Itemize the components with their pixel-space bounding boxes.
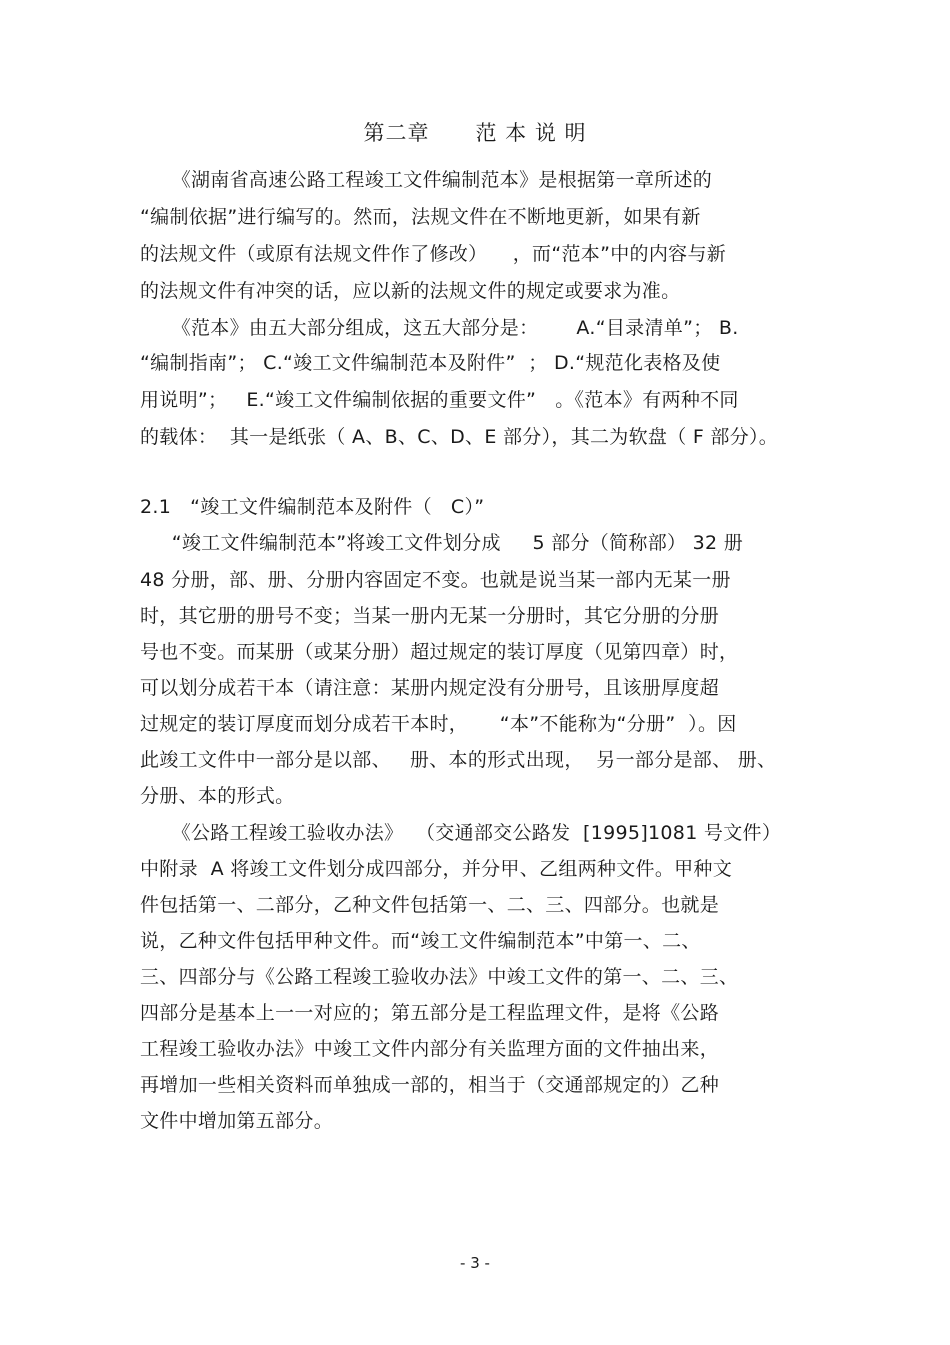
paragraph-line: 再增加一些相关资料而单独成一部的，相当于（交通部规定的）乙种 [140, 1074, 720, 1096]
paragraph-line: 工程竣工验收办法》中竣工文件内部分有关监理方面的文件抽出来， [140, 1038, 720, 1060]
paragraph-line: 中附录 A 将竣工文件划分成四部分，并分甲、乙组两种文件。甲种文 [140, 858, 733, 880]
paragraph-line: 号也不变。而某册（或某分册）超过规定的装订厚度（见第四章）时， [140, 641, 739, 663]
page-number: - 3 - [460, 1254, 490, 1272]
paragraph-line: 用说明”； E.“竣工文件编制依据的重要文件” 。《范本》有两种不同 [140, 389, 739, 411]
chapter-title: 第二章 范 本 说 明 [363, 121, 587, 145]
paragraph-line: “竣工文件编制范本”将竣工文件划分成 5 部分（简称部） 32 册 [140, 532, 744, 554]
paragraph-line: 分册、本的形式。 [140, 785, 295, 807]
paragraph-line: 《范本》由五大部分组成，这五大部分是： A.“目录清单”； B. [140, 317, 739, 339]
paragraph-line: 的法规文件（或原有法规文件作了修改） ，而“范本”中的内容与新 [140, 243, 727, 265]
paragraph-line: “编制指南”； C.“竣工文件编制范本及附件” ； D.“规范化表格及使 [140, 352, 721, 374]
paragraph-line: 的法规文件有冲突的话，应以新的法规文件的规定或要求为准。 [140, 280, 681, 302]
paragraph-line: 《公路工程竣工验收办法》 （交通部交公路发 [1995]1081 号文件） [140, 822, 782, 844]
paragraph-line: 说，乙种文件包括甲种文件。而“竣工文件编制范本”中第一、二、 [140, 930, 701, 952]
paragraph-line: 的载体： 其一是纸张（ A、B、C、D、E 部分），其二为软盘（ F 部分）。 [140, 426, 779, 448]
paragraph-line: “编制依据”进行编写的。然而，法规文件在不断地更新，如果有新 [140, 206, 701, 228]
paragraph-line: 《湖南省高速公路工程竣工文件编制范本》是根据第一章所述的 [140, 169, 713, 191]
paragraph-line: 三、四部分与《公路工程竣工验收办法》中竣工文件的第一、二、三、 [140, 966, 739, 988]
paragraph-line: 四部分是基本上一一对应的；第五部分是工程监理文件，是将《公路 [140, 1002, 720, 1024]
paragraph-line: 48 分册，部、册、分册内容固定不变。也就是说当某一部内无某一册 [140, 569, 731, 591]
paragraph-line: 件包括第一、二部分，乙种文件包括第一、二、三、四部分。也就是 [140, 894, 720, 916]
section-heading: 2.1 “竣工文件编制范本及附件（ C）” [140, 496, 485, 518]
paragraph-line: 过规定的装订厚度而划分成若干本时， “本”不能称为“分册” ）。因 [140, 713, 737, 735]
paragraph-line: 可以划分成若干本（请注意：某册内规定没有分册号，且该册厚度超 [140, 677, 720, 699]
paragraph-line: 时，其它册的册号不变；当某一册内无某一分册时，其它分册的分册 [140, 605, 720, 627]
paragraph-line: 文件中增加第五部分。 [140, 1110, 334, 1132]
paragraph-line: 此竣工文件中一部分是以部、 册、本的形式出现， 另一部分是部、 册、 [140, 749, 777, 771]
